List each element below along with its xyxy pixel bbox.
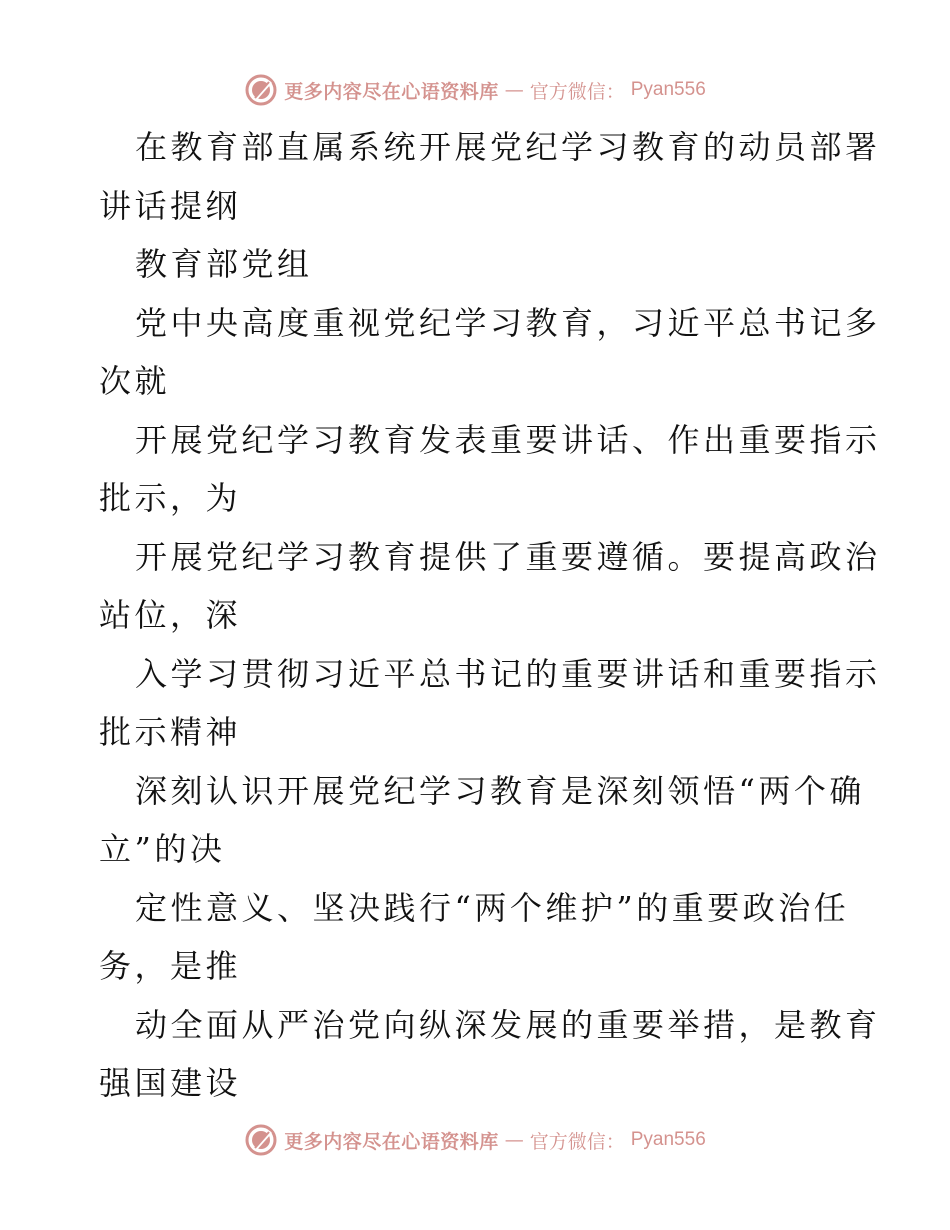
wechat-label: 官方微信： <box>529 80 625 103</box>
pen-seal-icon <box>244 73 278 107</box>
wechat-id: Pyan556 <box>630 1129 706 1150</box>
banner-dash: — <box>504 79 524 101</box>
body-line: 站位，深 <box>99 596 242 634</box>
title-line-2: 讲话提纲 <box>99 186 242 225</box>
title-line-1: 在教育部直属系统开展党纪学习教育的动员部署 <box>135 128 881 166</box>
wechat-id: Pyan556 <box>630 79 706 100</box>
body-line: 党中央高度重视党纪学习教育，习近平总书记多 <box>135 303 881 342</box>
brand-text: 更多内容尽在心语资料库 <box>284 80 499 103</box>
body-line: 务，是推 <box>99 947 242 985</box>
author-line: 教育部党组 <box>135 245 313 283</box>
body-line: 开展党纪学习教育发表重要讲话、作出重要指示 <box>135 420 881 459</box>
body-line: 批示精神 <box>99 713 242 751</box>
body-line: 深刻认识开展党纪学习教育是深刻领悟“两个确 <box>135 771 865 810</box>
body-line: 批示，为 <box>99 479 242 517</box>
header-banner-content <box>244 73 706 107</box>
banner-dash: — <box>504 1129 524 1151</box>
header-banner <box>0 70 950 110</box>
pen-seal-icon <box>244 1123 278 1157</box>
footer-banner-content <box>244 1123 706 1157</box>
body-line: 立”的决 <box>99 830 226 868</box>
body-line: 入学习贯彻习近平总书记的重要讲话和重要指示 <box>135 654 881 693</box>
document-body <box>99 118 881 1113</box>
body-line: 次就 <box>99 362 171 400</box>
body-line: 开展党纪学习教育提供了重要遵循。要提高政治 <box>135 537 881 576</box>
brand-text: 更多内容尽在心语资料库 <box>284 1130 499 1153</box>
body-line: 定性意义、坚决践行“两个维护”的重要政治任 <box>135 888 850 927</box>
body-line: 强国建设 <box>99 1064 242 1102</box>
footer-banner <box>0 1120 950 1160</box>
wechat-label: 官方微信： <box>529 1130 625 1153</box>
body-line: 动全面从严治党向纵深发展的重要举措，是教育 <box>135 1005 881 1044</box>
